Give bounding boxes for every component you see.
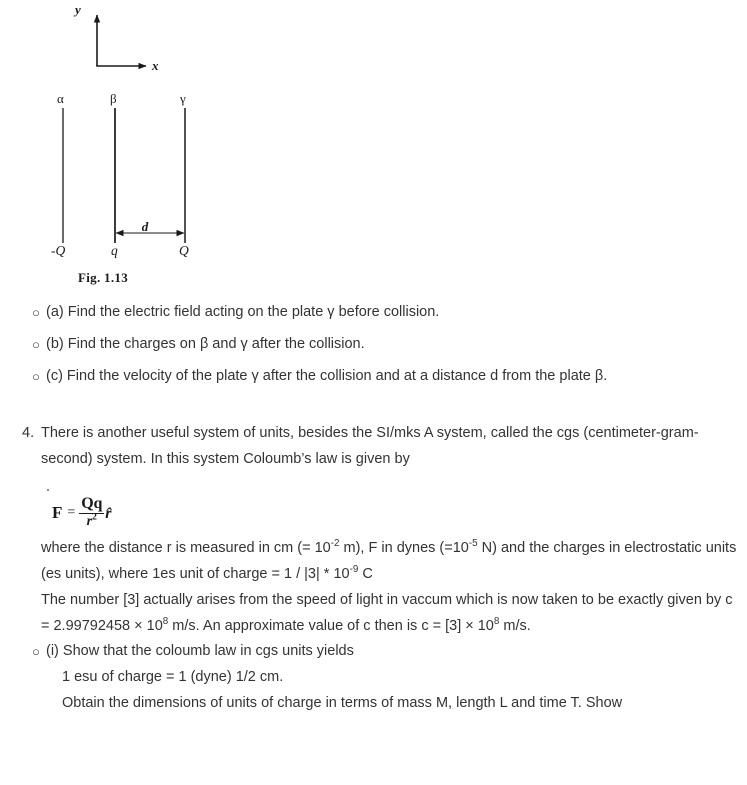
plates-group: [63, 108, 185, 243]
sub-question-a-text: (a) Find the electric field acting on the plate γ before collision.: [46, 304, 440, 320]
units-text-part-1: where the distance r is measured in cm (= 10: [41, 540, 331, 556]
plate-label-alpha: α: [57, 91, 64, 106]
equation-equals-sign: =: [67, 504, 76, 520]
light-exponent-2: 8: [493, 616, 500, 628]
figure-diagram-svg: [0, 0, 300, 300]
distance-label-d: d: [141, 219, 149, 234]
units-text-part-4: C: [358, 566, 373, 582]
figure-1-13: [0, 0, 300, 300]
dimensions-instruction-line: Obtain the dimensions of units of charge in terms of mass M, length L and time T. Show: [62, 695, 623, 711]
bullet-circle-icon: ○: [32, 369, 40, 384]
coordinate-axes: [96, 15, 146, 66]
question-4-number: 4.: [22, 425, 35, 441]
plate-label-beta: β: [110, 91, 117, 106]
bullet-circle-icon: ○: [32, 337, 40, 352]
equation-denominator-exponent: 2: [92, 511, 97, 523]
y-axis-label: y: [75, 2, 81, 17]
light-exponent-1: 8: [162, 616, 169, 628]
sub-question-i-text: (i) Show that the coloumb law in cgs units yields: [46, 643, 354, 659]
equation-unit-vector: r̂: [105, 504, 112, 522]
charge-label-q: q: [111, 243, 118, 258]
list-item: [0, 639, 746, 664]
light-text-part-1: The number [3] actually arises from the speed of light in vaccum which is now taken to be exactly given by c = 2.99792458 × 10: [41, 592, 733, 634]
speed-of-light-paragraph: [0, 587, 741, 639]
sub-question-b-text: (b) Find the charges on β and γ after the collision.: [46, 336, 365, 352]
sub-question-list: [0, 300, 747, 389]
x-axis-label: x: [152, 58, 159, 73]
esu-definition-line: 1 esu of charge = 1 (dyne) 1/2 cm.: [62, 669, 284, 685]
list-item: [0, 364, 746, 389]
sub-question-c-text: (c) Find the velocity of the plate γ after the collision and at a distance d from the plate β.: [46, 368, 608, 384]
bullet-circle-icon: ○: [32, 305, 40, 320]
light-text-part-2: m/s. An approximate value of c then is c = [3] × 10: [168, 618, 494, 634]
question-4-intro: [0, 420, 713, 472]
plate-label-gamma: γ: [180, 91, 186, 106]
spacer-for-equation: [0, 472, 747, 535]
document-body: [0, 300, 747, 716]
list-item: [0, 300, 746, 325]
bullet-circle-icon: ○: [32, 644, 40, 659]
charge-label-big-q: Q: [179, 243, 189, 258]
units-exponent-1: -2: [330, 538, 340, 550]
units-exponent-3: -9: [349, 564, 359, 576]
charge-label-minus-q: -Q: [51, 243, 66, 258]
units-exponent-2: -5: [468, 538, 478, 550]
units-explanation-paragraph: [0, 535, 741, 587]
question-4-sub-list: [0, 639, 747, 664]
units-text-part-2: m), F in dynes (=10: [339, 540, 469, 556]
light-text-part-3: m/s.: [499, 618, 531, 634]
equation-numerator: Qq: [81, 495, 103, 512]
units-text-part-3: N) and the charges in electrostatic units (es units), where 1es unit of charge = 1 / |3| * 10: [41, 540, 737, 582]
equation-lhs: F: [52, 502, 63, 522]
figure-caption: Fig. 1.13: [78, 270, 129, 285]
list-item: [0, 332, 746, 357]
question-4-intro-text: There is another useful system of units, besides the SI/mks A system, called the cgs (centimeter-gram-second) system. In this system Coloumb’s law is given by: [41, 425, 699, 467]
spacer-before-question-4: [0, 396, 747, 420]
equation-denominator-base: r: [86, 514, 93, 530]
